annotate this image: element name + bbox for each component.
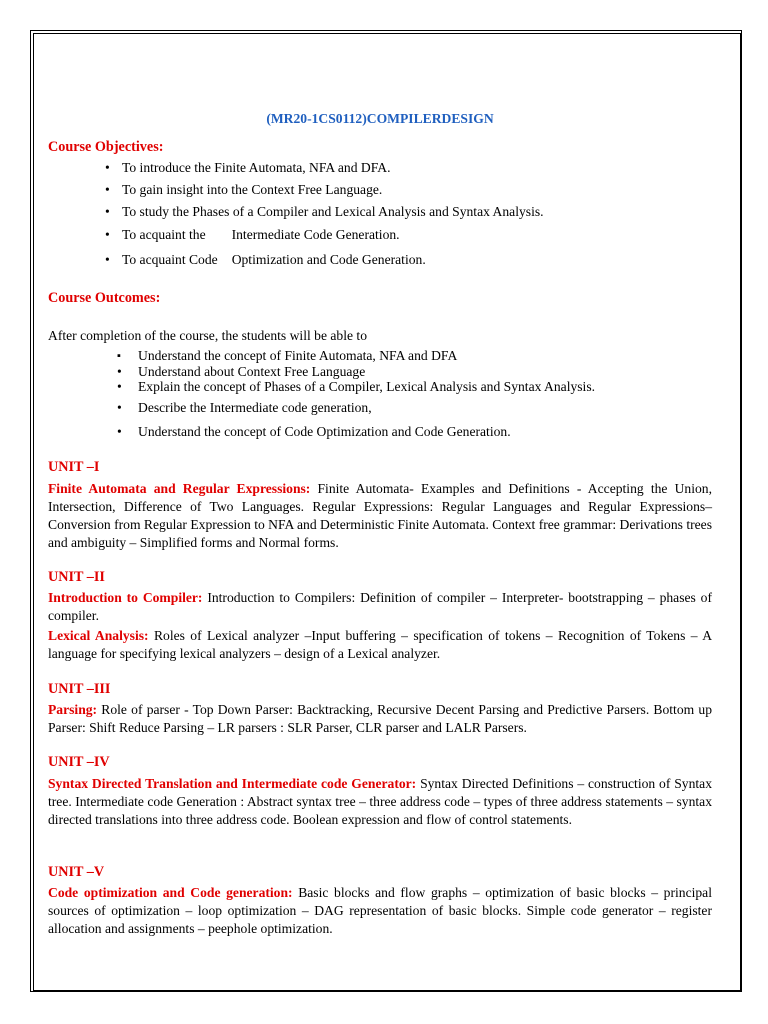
unit-2-paragraph-1: Introduction to Compiler: Introduction to Compilers: Definition of compiler – Interpreter- bootstrapping – phases of compiler. bbox=[48, 590, 712, 623]
outcome-item: ▪ Understand the concept of Finite Automata, NFA and DFA bbox=[138, 347, 595, 365]
outcomes-heading: Course Outcomes: bbox=[48, 290, 161, 306]
unit-3-topic: Parsing: bbox=[48, 702, 98, 717]
outcome-item: • Understand about Context Free Language bbox=[138, 365, 595, 379]
outcome-item: • Describe the Intermediate code generation, bbox=[138, 399, 595, 423]
objective-item: • To acquaint the Intermediate Code Generation. bbox=[122, 226, 544, 251]
unit-2-paragraph-2: Lexical Analysis: Roles of Lexical analyzer –Input buffering – specification of tokens – Recognition of Tokens – A language for specifying lexical analyzers – design of a Lexical analyzer. bbox=[48, 628, 713, 661]
unit-4-paragraph: Syntax Directed Translation and Intermediate code Generator: Syntax Directed Definitions – construction of Syntax tree. Intermediate code Generation : Abstract syntax tree – three address code – types of three address statements – syntax directed translations into three address code. Boolean expression and flow of control statements. bbox=[48, 776, 712, 827]
unit-5-topic: Code optimization and Code generation: bbox=[48, 885, 293, 900]
unit-2-topic-2: Lexical Analysis: bbox=[48, 628, 149, 643]
course-title: (MR20-1CS0112)COMPILERDESIGN bbox=[266, 111, 494, 126]
unit-1-paragraph: Finite Automata and Regular Expressions: Finite Automata- Examples and Definitions - Accepting the Union, Intersection, Difference of Two Languages. Regular Expressions: Regular Languages and Regular Expressions– Conversion from Regular Expression to NFA and Deterministic Finite Automata. Context free grammar: Derivations trees and ambiguity – Simplified forms and Normal forms. bbox=[48, 481, 712, 550]
objectives-list bbox=[122, 159, 544, 273]
outcome-item: • Understand the concept of Code Optimization and Code Generation. bbox=[138, 423, 595, 441]
outcome-item: • Explain the concept of Phases of a Compiler, Lexical Analysis and Syntax Analysis. bbox=[138, 379, 595, 399]
unit-4-heading: UNIT –IV bbox=[48, 754, 110, 770]
objective-item: • To study the Phases of a Compiler and Lexical Analysis and Syntax Analysis. bbox=[122, 203, 544, 226]
objective-item: • To acquaint Code Optimization and Code Generation. bbox=[122, 251, 544, 273]
unit-1-topic: Finite Automata and Regular Expressions: bbox=[48, 481, 311, 496]
objective-item: • To gain insight into the Context Free Language. bbox=[122, 181, 544, 203]
outcomes-intro: After completion of the course, the students will be able to bbox=[48, 328, 367, 343]
unit-5-paragraph: Code optimization and Code generation: Basic blocks and flow graphs – optimization of basic blocks – principal sources of optimization – loop optimization – DAG representation of basic blocks. Simple code generator – register allocation and assignments – peephole optimization. bbox=[48, 885, 712, 936]
unit-2-heading: UNIT –II bbox=[48, 569, 105, 585]
outcomes-list bbox=[138, 347, 595, 441]
objectives-heading: Course Objectives: bbox=[48, 139, 164, 155]
unit-2-topic-1: Introduction to Compiler: bbox=[48, 590, 203, 605]
objective-item: • To introduce the Finite Automata, NFA and DFA. bbox=[122, 159, 544, 181]
unit-3-heading: UNIT –III bbox=[48, 681, 111, 697]
unit-5-heading: UNIT –V bbox=[48, 864, 105, 880]
unit-1-heading: UNIT –I bbox=[48, 459, 100, 475]
unit-3-paragraph: Parsing: Role of parser - Top Down Parser: Backtracking, Recursive Decent Parsing and Predictive Parsers. Bottom up Parser: Shift Reduce Parsing – LR parsers : SLR Parser, CLR parser and LALR Parsers. bbox=[48, 702, 712, 735]
unit-4-topic: Syntax Directed Translation and Intermediate code Generator: bbox=[48, 776, 417, 791]
